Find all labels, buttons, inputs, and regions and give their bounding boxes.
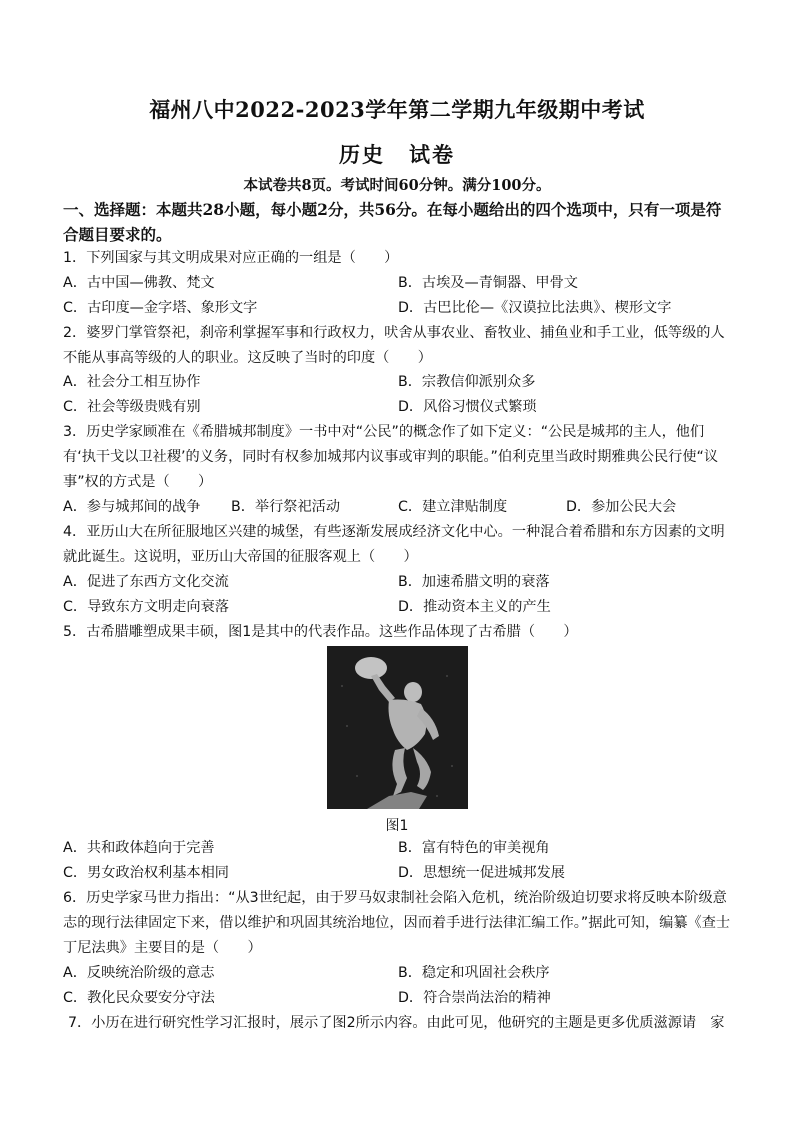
q1-option-b: B．古埃及—青铜器、甲骨文 bbox=[398, 275, 578, 291]
q3-option-a: A．参与城邦间的战争 bbox=[63, 499, 201, 515]
q6-option-c: C．教化民众要安分守法 bbox=[63, 990, 215, 1006]
question-4-stem: 4．亚历山大在所征服地区兴建的城堡，有些逐渐发展成经济文化中心。一种混合着希腊和东方因素的文明就此诞生。这说明，亚历山大帝国的征服客观上（ ） bbox=[63, 524, 725, 565]
exam-instructions: 本试卷共8页。考试时间60分钟。满分100分。 bbox=[243, 177, 551, 194]
q3-option-c: C．建立津贴制度 bbox=[398, 499, 508, 515]
figure-1-caption: 图1 bbox=[385, 818, 409, 834]
question-2-stem: 2．婆罗门掌管祭祀，刹帝利掌握军事和行政权力，吠舍从事农业、畜牧业、捕鱼业和手工业，低等级的人不能从事高等级的人的职业。这反映了当时的印度（ ） bbox=[63, 325, 725, 366]
q2-option-d: D．风俗习惯仪式繁琐 bbox=[398, 399, 537, 415]
q4-option-c: C．导致东方文明走向衰落 bbox=[63, 599, 229, 615]
q4-option-d: D．推动资本主义的产生 bbox=[398, 599, 551, 615]
q2-option-a: A．社会分工相互协作 bbox=[63, 374, 201, 390]
question-3-stem: 3．历史学家顾准在《希腊城邦制度》一书中对“公民”的概念作了如下定义：“公民是城邦的主人，他们有‘执干戈以卫社稷’的义务，同时有权参加城邦内议事或审判的职能。”伯利克里当政时期雅典公民行使“议事”权的方式是（ ） bbox=[63, 424, 719, 490]
statue-illustration bbox=[327, 646, 468, 809]
exam-title: 福州八中2022-2023学年第二学期九年级期中考试 bbox=[149, 97, 645, 122]
discobolus-statue-image bbox=[327, 646, 468, 809]
q6-option-d: D．符合崇尚法治的精神 bbox=[398, 990, 551, 1006]
q2-option-b: B．宗教信仰派别众多 bbox=[398, 374, 536, 390]
q5-option-b: B．富有特色的审美视角 bbox=[398, 840, 550, 856]
q4-option-a: A．促进了东西方文化交流 bbox=[63, 574, 229, 590]
q3-option-b: B．举行祭祀活动 bbox=[231, 499, 341, 515]
question-5-stem: 5．古希腊雕塑成果丰硕，图1是其中的代表作品。这些作品体现了古希腊（ ） bbox=[63, 624, 578, 640]
q1-option-d: D．古巴比伦—《汉谟拉比法典》、楔形文字 bbox=[398, 300, 672, 316]
q3-option-d: D．参加公民大会 bbox=[566, 499, 677, 515]
q1-option-c: C．古印度—金字塔、象形文字 bbox=[63, 300, 258, 316]
q6-option-a: A．反映统治阶级的意志 bbox=[63, 965, 215, 981]
q6-option-b: B．稳定和巩固社会秩序 bbox=[398, 965, 550, 981]
q5-option-d: D．思想统一促进城邦发展 bbox=[398, 865, 565, 881]
q2-option-c: C．社会等级贵贱有别 bbox=[63, 399, 201, 415]
exam-subtitle bbox=[0, 139, 794, 169]
question-7-stem: 7．小历在进行研究性学习汇报时，展示了图2所示内容。由此可见，他研究的主题是更多优质滋源请 家 bbox=[68, 1015, 725, 1031]
section-heading: 一、选择题：本题共28小题，每小题2分，共56分。在每小题给出的四个选项中，只有一项是符合题目要求的。 bbox=[63, 200, 722, 244]
paper-label: 试卷 bbox=[409, 142, 455, 167]
subject-label: 历史 bbox=[339, 142, 385, 167]
question-6-stem: 6．历史学家马世力指出：“从3世纪起，由于罗马奴隶制社会陷入危机，统治阶级迫切要求将反映本阶级意志的现行法律固定下来，借以维护和巩固其统治地位，因而着手进行法律汇编工作。”据此可知，编纂《查士丁尼法典》主要目的是（ ） bbox=[63, 890, 731, 956]
q1-option-a: A．古中国—佛教、梵文 bbox=[63, 275, 215, 291]
question-1-stem: 1．下列国家与其文明成果对应正确的一组是（ ） bbox=[63, 250, 399, 266]
q4-option-b: B．加速希腊文明的衰落 bbox=[398, 574, 550, 590]
q5-option-a: A．共和政体趋向于完善 bbox=[63, 840, 215, 856]
q5-option-c: C．男女政治权利基本相同 bbox=[63, 865, 229, 881]
